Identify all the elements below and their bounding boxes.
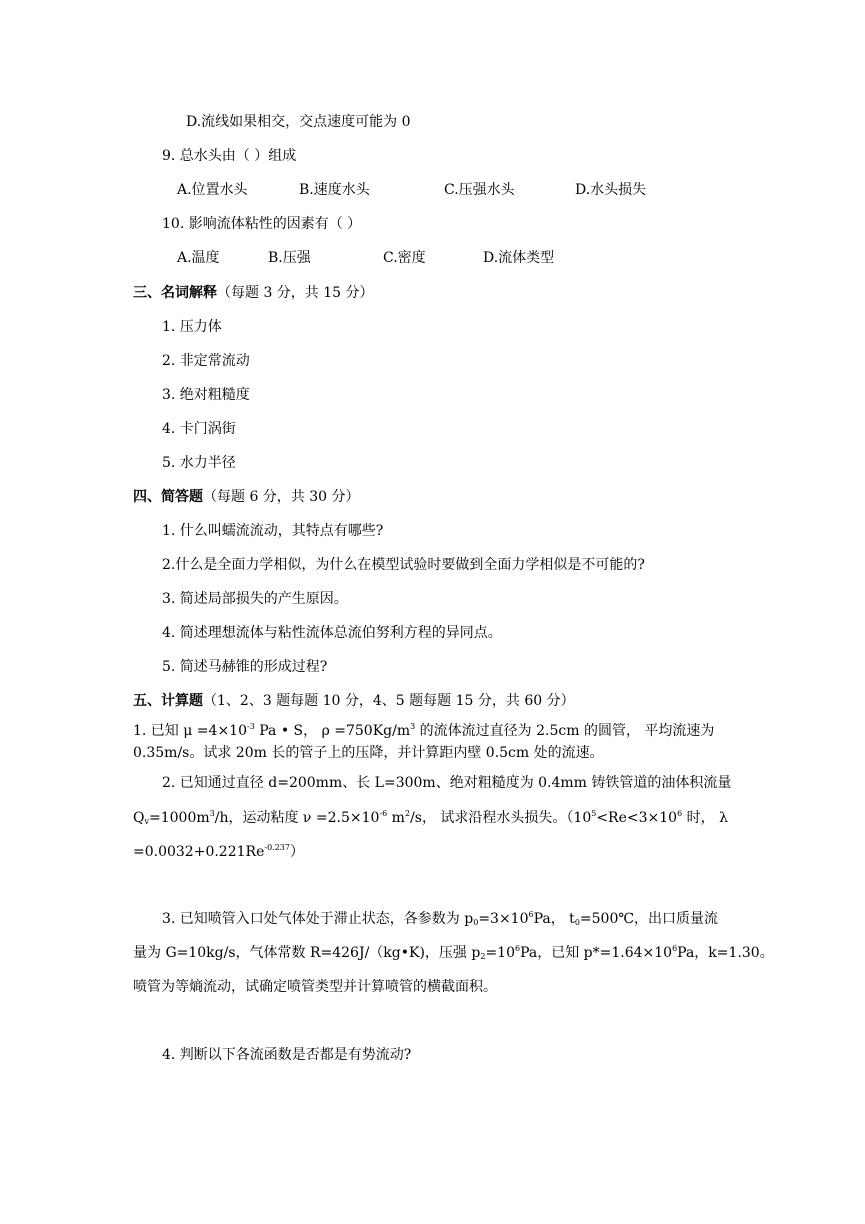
section4-heading — [133, 487, 360, 507]
q9-option-a: A.位置水头 — [177, 182, 248, 198]
q2-sup: -6 — [379, 809, 388, 818]
q3-text: 3. 已知喷管入口处气体处于滞止状态，各参数为 p — [162, 911, 474, 927]
section3-item: 1. 压力体 — [162, 319, 222, 335]
q2-text: /s， 试求沿程水头损失。（10 — [410, 810, 592, 826]
q10-option-d: D.流体类型 — [483, 250, 555, 266]
q3-text: Pa，已知 p*=1.64×10 — [520, 945, 673, 961]
q1-sup: -3 — [247, 722, 255, 731]
q3-sup: 6 — [514, 944, 521, 953]
q3-text: 量为 G=10kg/s，气体常数 R=426J/（kg•K)，压强 p — [133, 945, 481, 961]
q2-sup: 6 — [677, 809, 683, 818]
calc-q1-line2: 0.35m/s。试求 20m 长的管子上的压降，并计算距内壁 0.5cm 处的流速。 — [133, 745, 604, 761]
q3-text: Pa，k=1.30。 — [677, 945, 774, 961]
calc-q3-line1 — [162, 909, 718, 929]
q3-sup: 6 — [528, 910, 534, 919]
q2-sup: 5 — [591, 809, 597, 818]
calc-q3-line3: 喷管为等熵流动，试确定喷管类型并计算喷管的横截面积。 — [133, 979, 497, 995]
section5-title: 五、计算题 — [133, 693, 203, 709]
q2-text: =1000m — [149, 810, 210, 826]
q2-text: /h，运动粘度 ν =2.5×10 — [214, 810, 380, 826]
section3-item: 3. 绝对粗糙度 — [162, 387, 250, 403]
section4-item: 1. 什么叫蠕流流动，其特点有哪些? — [162, 523, 384, 539]
section4-item: 3. 简述局部损失的产生原因。 — [162, 591, 348, 607]
calc-q3-line2 — [133, 943, 774, 963]
section3-title: 三、名词解释 — [133, 285, 217, 301]
section3-note: （每题 3 分，共 15 分） — [217, 285, 374, 301]
section4-title: 四、简答题 — [133, 489, 203, 505]
q2-text: m — [387, 810, 405, 826]
calc-q2-line3 — [133, 842, 304, 862]
calc-q1-line1 — [133, 721, 714, 741]
q1-text: 的流体流过直径为 2.5cm 的圆管， 平均流速为 — [415, 723, 715, 739]
q3-sup: 6 — [672, 944, 678, 953]
q2-sup: 3 — [209, 809, 215, 818]
calc-q4: 4. 判断以下各流函数是否都是有势流动? — [162, 1047, 412, 1063]
q9-option-b: B.速度水头 — [299, 182, 370, 198]
q2-text: =0.0032+0.221Re — [133, 844, 265, 860]
section3-heading — [133, 283, 374, 303]
section3-item: 5. 水力半径 — [162, 455, 236, 471]
section4-item: 2.什么是全面力学相似，为什么在模型试验时要做到全面力学相似是不可能的? — [162, 557, 645, 573]
section3-item: 2. 非定常流动 — [162, 353, 250, 369]
q2-text: Q — [133, 810, 145, 826]
q10-option-a: A.温度 — [177, 250, 220, 266]
q2-text: ） — [289, 844, 304, 860]
q8-option-d: D.流线如果相交，交点速度可能为 0 — [186, 114, 411, 130]
q2-text: <Re<3×10 — [596, 810, 678, 826]
section4-item: 4. 简述理想流体与粘性流体总流伯努利方程的异同点。 — [162, 625, 502, 641]
q10-option-c: C.密度 — [383, 250, 426, 266]
q1-text: 1. 已知 μ =4×10 — [133, 723, 247, 739]
section4-item: 5. 简述马赫锥的形成过程? — [162, 659, 328, 675]
q2-sup: 2 — [404, 809, 411, 818]
q1-text: Pa • S， ρ =750Kg/m — [254, 723, 411, 739]
q9-option-c: C.压强水头 — [444, 182, 515, 198]
q2-sub: v — [144, 817, 150, 826]
q3-sub: 0 — [574, 918, 580, 927]
q2-sup: -0.237 — [264, 843, 290, 852]
q3-text: =10 — [485, 945, 515, 961]
q9-option-d: D.水头损失 — [575, 182, 647, 198]
q3-sub: 2 — [480, 952, 486, 961]
q10-stem: 10. 影响流体粘性的因素有（ ） — [162, 216, 362, 232]
q3-sub: 0 — [473, 918, 479, 927]
q3-text: =500℃，出口质量流 — [579, 911, 719, 927]
q1-sup: 3 — [410, 722, 416, 731]
q2-text: 时， λ — [682, 810, 728, 826]
section4-note: （每题 6 分，共 30 分） — [203, 489, 360, 505]
calc-q2-line1: 2. 已知通过直径 d=200mm、长 L=300m、绝对粗糙度为 0.4mm 铸铁管道的油体积流量 — [162, 775, 732, 791]
q10-option-b: B.压强 — [268, 250, 311, 266]
section5-heading — [133, 691, 575, 711]
section3-item: 4. 卡门涡街 — [162, 421, 236, 437]
q3-text: Pa， t — [533, 911, 575, 927]
q3-text: =3×10 — [478, 911, 529, 927]
q9-stem: 9. 总水头由（ ）组成 — [162, 148, 297, 164]
section5-note: （1、2、3 题每题 10 分，4、5 题每题 15 分，共 60 分） — [203, 693, 575, 709]
calc-q2-line2 — [133, 808, 728, 828]
